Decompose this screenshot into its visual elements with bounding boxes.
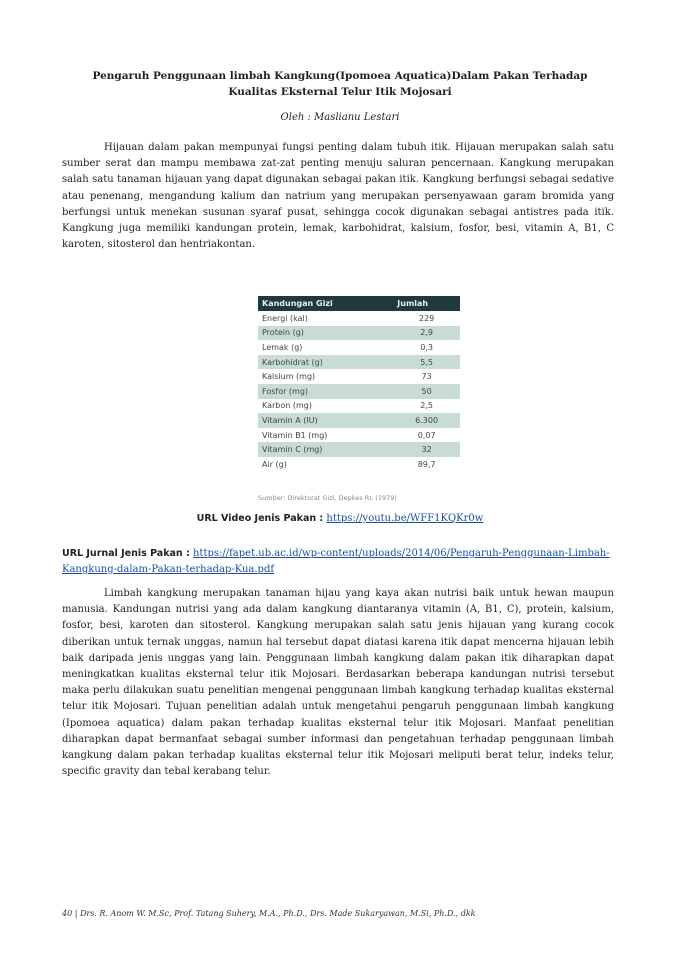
- nutrient-value: 5,5: [393, 355, 460, 370]
- video-url-label: URL Video Jenis Pakan :: [196, 513, 324, 524]
- header-kandungan: Kandungan Gizi: [258, 296, 393, 311]
- nutrient-name: Vitamin C (mg): [258, 442, 393, 457]
- table-caption: Sumber: Direktorat Gizi, Depkes RI, (1979): [258, 494, 397, 502]
- table-row: [258, 457, 460, 472]
- nutrient-value: 32: [393, 442, 460, 457]
- table-row: [258, 413, 460, 428]
- journal-url-label: URL Jurnal Jenis Pakan :: [62, 548, 190, 559]
- nutrient-name: Kalsium (mg): [262, 372, 316, 382]
- nutrient-value: 0,07: [417, 430, 436, 440]
- nutrient-name: Karbohidrat (g): [258, 355, 393, 370]
- nutrient-value: 229: [418, 313, 435, 323]
- paragraph-intro: Hijauan dalam pakan mempunyai fungsi penting dalam tubuh itik. Hijauan merupakan salah satu sumber serat dan mampu membawa zat-zat penting menuju saluran pencernaan. Kangkung merupakan salah satu tanaman hijauan yang dapat digunakan sebagai pakan itik. Kangkung berfungsi sebagai sedative atau penenang, mengandung kalium dan natrium yang merupakan persenyawaan garam bromida yang berfungsi untuk menekan susunan syaraf pusat, sehingga cocok digunakan sebagai antistres pada itik. Kangkung juga memiliki kandungan protein, lemak, karbohidrat, kalsium, fosfor, besi, vitamin A, B1, C karoten, sitosterol dan hentriakontan.: [62, 142, 614, 251]
- table-row: [258, 355, 460, 370]
- journal-url-link[interactable]: https://fapet.ub.ac.id/wp-content/uploads/2014/06/Pengaruh-Penggunaan-Limbah-Kangkung-dalam-Pakan-terhadap-Kua.pdf: [62, 548, 610, 575]
- nutrient-name: Vitamin B1 (mg): [262, 430, 328, 440]
- nutrient-name: Air (g): [262, 459, 287, 469]
- table-row: [258, 326, 460, 341]
- document-title: [60, 68, 620, 100]
- nutrient-name: Karbon (mg): [262, 401, 312, 411]
- table-row: [258, 311, 460, 326]
- journal-url-line: [62, 546, 614, 578]
- table-row: [258, 428, 460, 443]
- paragraph-body: Limbah kangkung merupakan tanaman hijau yang kaya akan nutrisi baik untuk hewan maupun manusia. Kandungan nutrisi yang ada dalam kangkung diantaranya vitamin (A, B1, C), protein, kalsium, fosfor, besi, karoten dan sitosterol. Kangkung merupakan salah satu jenis hijauan yang kurang cocok diberikan untuk ternak unggas, namun hal tersebut dapat diatasi karena itik dapat mencerna hijauan lebih baik daripada jenis unggas yang lain. Penggunaan limbah kangkung dalam pakan itik diharapkan dapat meningkatkan kualitas eksternal telur itik Mojosari. Berdasarkan beberapa kandungan nutrisi tersebut maka perlu dilakukan suatu penelitian mengenai penggunaan limbah kangkung terhadap kualitas eksternal telur itik Mojosari. Tujuan penelitian adalah untuk mengetahui pengaruh penggunaan limbah kangkung (Ipomoea aquatica) dalam pakan terhadap kualitas eksternal telur itik Mojosari. Manfaat penelitian diharapkan dapat bermanfaat sebagai sumber informasi dan pengetahuan terhadap penggunaan limbah kangkung dalam pakan terhadap kualitas eksternal telur itik Mojosari meliputi berat telur, indeks telur, specific gravity dan tebal kerabang telur.: [62, 588, 614, 778]
- table-row: [258, 442, 460, 457]
- nutrient-value: 50: [393, 384, 460, 399]
- nutrient-name: Energi (kal): [262, 313, 308, 323]
- title-line-2: Kualitas Eksternal Telur Itik Mojosari: [228, 86, 452, 98]
- page-footer: 40 | Drs. R. Anom W. M.Sc, Prof. Tatang Suhery, M.A., Ph.D., Drs. Made Sukaryawan, M.Si, Ph.D., dkk: [62, 909, 476, 918]
- nutrient-name: Lemak (g): [262, 342, 303, 352]
- nutrient-name: Fosfor (mg): [258, 384, 393, 399]
- nutrient-value: 89,7: [417, 459, 436, 469]
- nutrient-value: 2,5: [420, 401, 433, 411]
- table-row: [258, 399, 460, 414]
- nutrient-name: Vitamin A (IU): [258, 413, 393, 428]
- table-row: [258, 340, 460, 355]
- header-jumlah: Jumlah: [393, 296, 460, 311]
- nutrient-value: 6.300: [393, 413, 460, 428]
- table-row: [258, 384, 460, 399]
- video-url-line: [60, 513, 620, 524]
- author-line: Oleh : Maslianu Lestari: [280, 112, 400, 123]
- nutrient-value: 73: [421, 372, 432, 382]
- title-line-1: Pengaruh Penggunaan limbah Kangkung(Ipomoea Aquatica)Dalam Pakan Terhadap: [92, 70, 588, 82]
- table-header-row: [258, 296, 460, 311]
- video-url-link[interactable]: https://youtu.be/WFF1KQKr0w: [326, 513, 484, 524]
- nutrition-table: [258, 296, 460, 472]
- nutrient-name: Protein (g): [258, 326, 393, 341]
- nutrient-value: 2,9: [393, 326, 460, 341]
- table-row: [258, 369, 460, 384]
- nutrient-value: 0,3: [420, 342, 433, 352]
